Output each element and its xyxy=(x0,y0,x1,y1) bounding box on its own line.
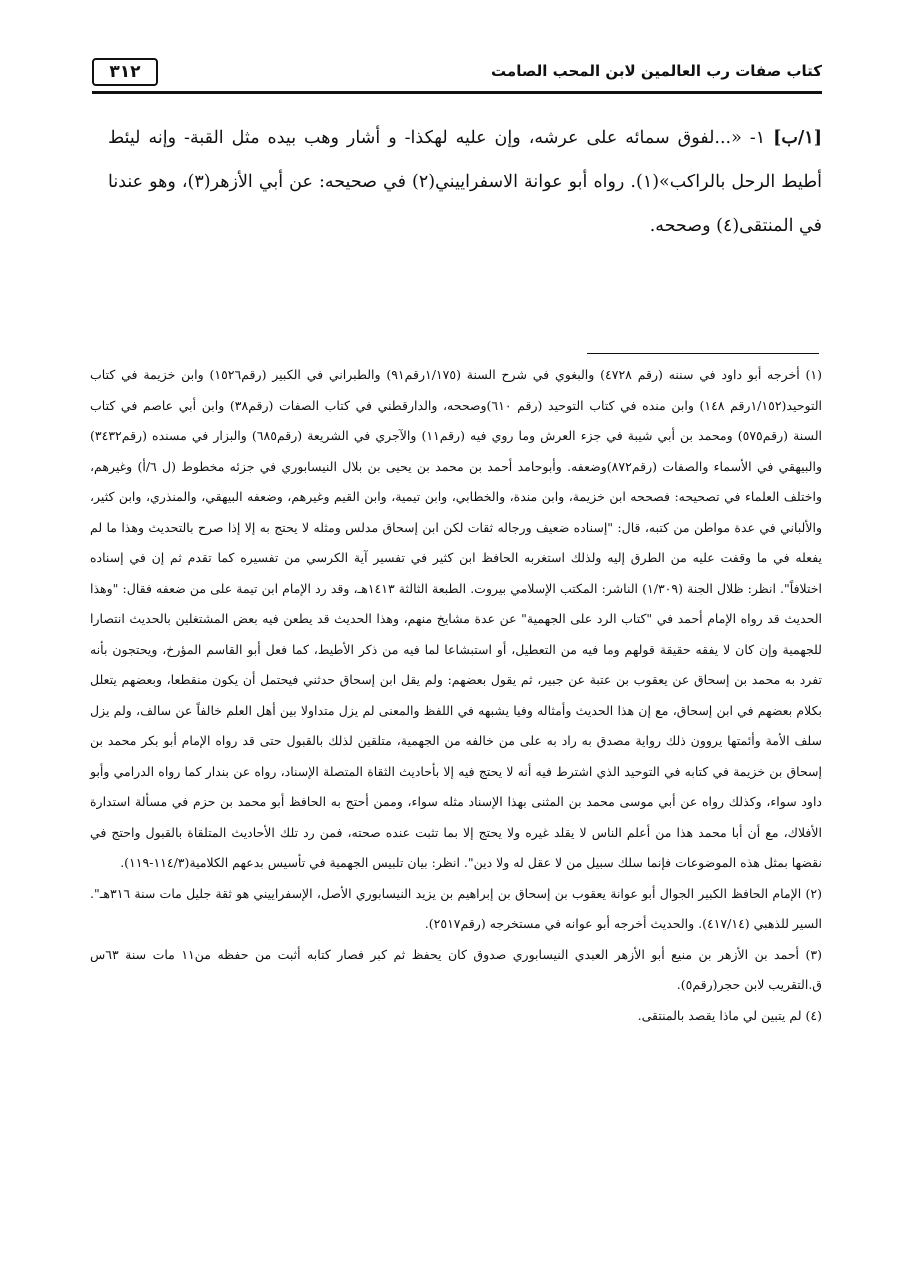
footnotes xyxy=(90,360,822,1031)
folio-marker: [١/ب] xyxy=(773,128,822,148)
footnote-text: أخرجه أبو داود في سننه (رقم ٤٧٢٨) والبغوي في شرح السنة (١/١٧٥رقم٩١) والطبراني في الكبير (رقم١٥٢٦) وابن خزيمة في كتاب التوحيد(١/١٥٢رقم ١٤٨) وابن منده في كتاب التوحيد (رقم ٦١٠)وصححه، والدارقطني في كتاب الصفات (رقم٣٨) وابن أبي عاصم في كتاب السنة (رقم٥٧٥) ومحمد بن أبي شيبة في جزء العرش وما روي فيه (رقم١١) والآجري في الشريعة (رقم٦٨٥) والبزار في مسنده (رقم٣٤٣٢) والبيهقي في الأسماء والصفات (رقم٨٧٢)وضعفه. وأبوحامد أحمد بن محمد بن يحيى بن بلال النيسابوري في جزئه مخطوط (ل ٦/أ) وغيرهم، واختلف العلماء في تصحيحه: فصححه ابن خزيمة، وابن مندة، والخطابي، وابن تيمية، وابن القيم وغيرهم، وضعفه البيهقي، والمنذري، وابن كثير، والألباني في عدة مواطن من كتبه، قال: "إسناده ضعيف ورجاله ثقات لكن ابن إسحاق مدلس ومثله لا يحتج به إلا إذا صرح بالتحديث وهذا ما لم يفعله في ما وقفت عليه من الطرق إليه ولذلك استغربه الحافظ ابن كثير في تفسير آية الكرسي من تفسيره كما تقدم ثم إن في إسناده اختلافاً". انظر: ظلال الجنة (١/٣٠٩) الناشر: المكتب الإسلامي بيروت. الطبعة الثالثة ١٤١٣هـ، وقد رد الإمام ابن تيمة على من ضعفه فقال: "وهذا الحديث قد رواه الإمام أحمد في "كتاب الرد على الجهمية" عن عدة مشايخ منهم، وهذا الحديث قد يطعن فيه بعض المشتغلين بالحديث انتصارا للجهمية وإن كان لا يفقه حقيقة قولهم وما فيه من التعطيل، أو استبشاعا لما فيه من ذكر الأطيط، كما فعل أبو القاسم المؤرخ، ويحتجون بأنه تفرد به محمد بن إسحاق عن يعقوب بن عتبة عن جبير، ثم يقول بعضهم: ولم يقل ابن إسحاق حدثني فيحتمل أن يكون منقطعا، وبعضهم يتعلل بكلام بعضهم في ابن إسحاق، مع إن هذا الحديث وأمثاله وفيا يشبهه في اللفظ والمعنى لم يزل متداولا بين أهل العلم خالفاً عن سالف، ولم يزل سلف الأمة وأئمتها يروون ذلك رواية مصدق به راد به على من خالفه من الجهمية، متلقين لذلك بالقبول حتى قد رواه الإمام أبو بكر محمد بن إسحاق بن خزيمة في كتابه في التوحيد الذي اشترط فيه أنه لا يحتج فيه إلا بأحاديث الثقاة المتصلة الإسناد، رواه عن بندار كما رواه الدرامي وأبو داود سواء، وكذلك رواه عن أبي موسى محمد بن المثنى بهذا الإسناد مثله سواء، وممن أحتج به الحافظ أبو محمد بن حزم في مسألة استدارة الأفلاك، مع أن أبا محمد هذا من أعلم الناس لا يقلد غيره ولا يحتج إلا بما تثبت عنده صحته، فمن رد تلك الأحاديث المتلقاة بالقبول واحتج في نقضها بمثل هذه الموضوعات فإنما سلك سبيل من لا عقل له ولا دين". انظر: بيان تلبيس الجهمية في تأسيس بدعهم الكلامية(١١٤/٣-١١٩). xyxy=(90,367,822,870)
footnote-number: (٤) xyxy=(805,1007,822,1023)
book-title: كتاب صفات رب العالمين لابن المحب الصامت xyxy=(491,62,822,80)
footnote-number: (٢) xyxy=(805,885,822,901)
footnote-number: (٣) xyxy=(805,946,823,962)
footnote-number: (١) xyxy=(805,367,822,382)
header-rule xyxy=(92,91,822,94)
footnote-text: أحمد بن الأزهر بن منيع أبو الأزهر العبدي النيسابوري صدوق كان يحفظ ثم كبر فصار كتابه أثبت من حفظه من١١ مات سنة ٦٣س ق.التقريب لابن حجر(رقم٥). xyxy=(90,946,822,992)
main-text xyxy=(108,116,822,248)
hadith-text: ١- «...لفوق سمائه على عرشه، وإن عليه لهكذا- و أشار وهب بيده مثل القبة- وإنه ليئط أطيط الرحل بالراكب»(١). رواه أبو عوانة الاسفراييني(٢) في صحيحه: عن أبي الأزهر(٣)، وهو عندنا في المنتقى(٤) وصححه. xyxy=(108,128,822,236)
footnote-text: لم يتبين لي ماذا يقصد بالمنتقى. xyxy=(637,1007,802,1023)
page-number: ٣١٢ xyxy=(92,58,158,86)
footnote-text: الإمام الحافظ الكبير الجوال أبو عوانة يعقوب بن إسحاق بن إبراهيم بن يزيد النيسابوري الأصل، الإسفراييني هو ثقة جليل مات سنة ٣١٦هـ". السير للذهبي (٤١٧/١٤). والحديث أخرجه أبو عوانه في مستخرجه (رقم٢٥١٧). xyxy=(90,885,822,931)
footnote-3 xyxy=(90,940,822,1001)
footnote-separator xyxy=(587,353,819,354)
page-header xyxy=(92,52,822,92)
footnote-1 xyxy=(90,360,822,879)
footnote-4 xyxy=(90,1001,822,1032)
footnote-2 xyxy=(90,879,822,940)
